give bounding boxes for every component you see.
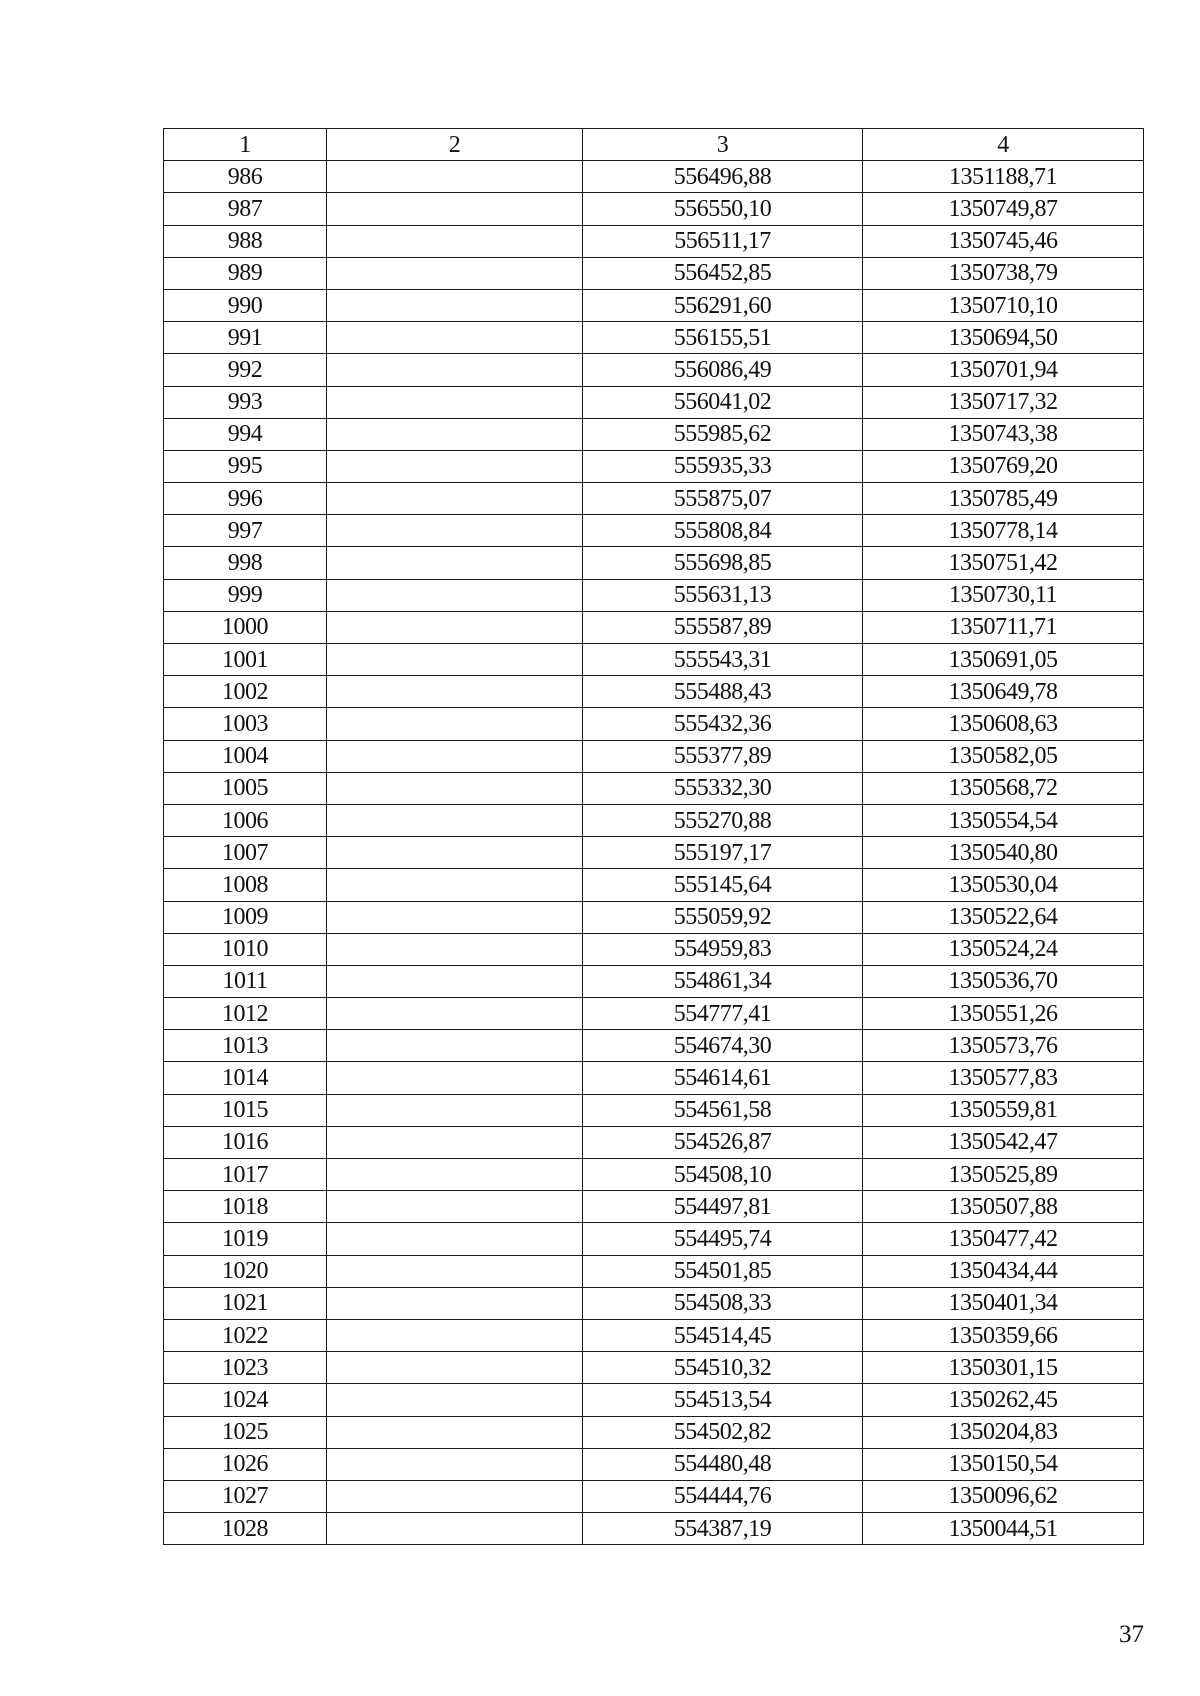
table-cell-col-3: 555332,30 (583, 772, 863, 804)
table-cell-col-2 (327, 1319, 583, 1351)
table-cell-col-2 (327, 998, 583, 1030)
table-cell-col-4: 1350559,81 (863, 1094, 1144, 1126)
table-cell-col-2 (327, 289, 583, 321)
table-cell-col-1: 999 (164, 579, 327, 611)
table-cell-col-4: 1350749,87 (863, 193, 1144, 225)
table-cell-col-3: 554508,33 (583, 1287, 863, 1319)
table-row (164, 1062, 1144, 1094)
table-row (164, 998, 1144, 1030)
table-cell-col-3: 555197,17 (583, 837, 863, 869)
table-cell-col-1: 987 (164, 193, 327, 225)
table-cell-col-2 (327, 515, 583, 547)
table-cell-col-1: 1007 (164, 837, 327, 869)
table-cell-col-1: 1012 (164, 998, 327, 1030)
table-cell-col-3: 554502,82 (583, 1416, 863, 1448)
table-cell-col-3: 555432,36 (583, 708, 863, 740)
table-row (164, 354, 1144, 386)
table-cell-col-3: 554508,10 (583, 1159, 863, 1191)
coordinates-table (163, 128, 1144, 1545)
table-cell-col-3: 555488,43 (583, 676, 863, 708)
table-cell-col-4: 1350769,20 (863, 450, 1144, 482)
table-cell-col-1: 1005 (164, 772, 327, 804)
table-row (164, 257, 1144, 289)
table-cell-col-1: 1014 (164, 1062, 327, 1094)
table-cell-col-2 (327, 869, 583, 901)
table-row (164, 1159, 1144, 1191)
table-row (164, 322, 1144, 354)
table-cell-col-3: 555270,88 (583, 804, 863, 836)
table-cell-col-3: 554510,32 (583, 1352, 863, 1384)
table-row (164, 1126, 1144, 1158)
table-cell-col-2 (327, 1191, 583, 1223)
table-row (164, 1480, 1144, 1512)
table-row (164, 483, 1144, 515)
table-cell-col-3: 554444,76 (583, 1480, 863, 1512)
table-cell-col-1: 1001 (164, 644, 327, 676)
table-cell-col-1: 989 (164, 257, 327, 289)
table-cell-col-4: 1350745,46 (863, 225, 1144, 257)
table-cell-col-1: 1026 (164, 1448, 327, 1480)
column-header-4: 4 (863, 129, 1144, 161)
table-cell-col-2 (327, 257, 583, 289)
table-row (164, 708, 1144, 740)
table-cell-col-2 (327, 1223, 583, 1255)
table-cell-col-2 (327, 161, 583, 193)
table-cell-col-2 (327, 193, 583, 225)
table-cell-col-1: 1025 (164, 1416, 327, 1448)
table-row (164, 1287, 1144, 1319)
table-cell-col-3: 554959,83 (583, 933, 863, 965)
table-cell-col-4: 1350542,47 (863, 1126, 1144, 1158)
table-cell-col-3: 555377,89 (583, 740, 863, 772)
table-cell-col-2 (327, 1255, 583, 1287)
table-cell-col-2 (327, 1513, 583, 1545)
table-cell-col-3: 556496,88 (583, 161, 863, 193)
table-cell-col-2 (327, 1287, 583, 1319)
table-cell-col-1: 1008 (164, 869, 327, 901)
table-cell-col-4: 1350694,50 (863, 322, 1144, 354)
table-row (164, 1416, 1144, 1448)
table-cell-col-2 (327, 1094, 583, 1126)
table-cell-col-3: 556452,85 (583, 257, 863, 289)
table-cell-col-4: 1350540,80 (863, 837, 1144, 869)
table-cell-col-2 (327, 611, 583, 643)
table-cell-col-4: 1350359,66 (863, 1319, 1144, 1351)
table-cell-col-2 (327, 418, 583, 450)
table-cell-col-1: 1018 (164, 1191, 327, 1223)
table-cell-col-3: 554861,34 (583, 965, 863, 997)
table-row (164, 1448, 1144, 1480)
table-cell-col-1: 993 (164, 386, 327, 418)
table-cell-col-2 (327, 450, 583, 482)
table-cell-col-1: 986 (164, 161, 327, 193)
table-cell-col-2 (327, 354, 583, 386)
table-cell-col-4: 1350743,38 (863, 418, 1144, 450)
table-cell-col-1: 1015 (164, 1094, 327, 1126)
table-row (164, 1191, 1144, 1223)
table-cell-col-4: 1350401,34 (863, 1287, 1144, 1319)
table-cell-col-3: 554526,87 (583, 1126, 863, 1158)
table-cell-col-2 (327, 708, 583, 740)
table-cell-col-1: 998 (164, 547, 327, 579)
table-cell-col-3: 555875,07 (583, 483, 863, 515)
table-cell-col-2 (327, 1159, 583, 1191)
table-row (164, 1030, 1144, 1062)
table-cell-col-2 (327, 225, 583, 257)
table-row (164, 772, 1144, 804)
table-cell-col-3: 555587,89 (583, 611, 863, 643)
table-cell-col-1: 1010 (164, 933, 327, 965)
table-cell-col-2 (327, 483, 583, 515)
table-row (164, 965, 1144, 997)
table-header-row (164, 129, 1144, 161)
table-cell-col-2 (327, 804, 583, 836)
table-cell-col-4: 1350204,83 (863, 1416, 1144, 1448)
table-cell-col-4: 1350751,42 (863, 547, 1144, 579)
table-cell-col-3: 554513,54 (583, 1384, 863, 1416)
table-cell-col-1: 1013 (164, 1030, 327, 1062)
table-cell-col-3: 556155,51 (583, 322, 863, 354)
table-cell-col-3: 556086,49 (583, 354, 863, 386)
table-cell-col-4: 1350778,14 (863, 515, 1144, 547)
table-cell-col-4: 1350507,88 (863, 1191, 1144, 1223)
table-cell-col-1: 1021 (164, 1287, 327, 1319)
table-row (164, 1384, 1144, 1416)
table-row (164, 386, 1144, 418)
table-cell-col-1: 1028 (164, 1513, 327, 1545)
table-cell-col-3: 554495,74 (583, 1223, 863, 1255)
table-cell-col-1: 1011 (164, 965, 327, 997)
table-row (164, 1352, 1144, 1384)
table-cell-col-3: 554497,81 (583, 1191, 863, 1223)
table-cell-col-3: 555808,84 (583, 515, 863, 547)
table-cell-col-1: 997 (164, 515, 327, 547)
table-row (164, 804, 1144, 836)
table-cell-col-2 (327, 1126, 583, 1158)
table-row (164, 676, 1144, 708)
table-cell-col-3: 556041,02 (583, 386, 863, 418)
table-row (164, 1513, 1144, 1545)
table-cell-col-4: 1350582,05 (863, 740, 1144, 772)
table-cell-col-3: 555698,85 (583, 547, 863, 579)
table-cell-col-3: 554674,30 (583, 1030, 863, 1062)
table-cell-col-2 (327, 322, 583, 354)
table-cell-col-3: 556511,17 (583, 225, 863, 257)
table-cell-col-1: 1004 (164, 740, 327, 772)
table-cell-col-1: 994 (164, 418, 327, 450)
column-header-2: 2 (327, 129, 583, 161)
table-cell-col-2 (327, 1062, 583, 1094)
table-cell-col-2 (327, 1352, 583, 1384)
table-cell-col-4: 1350150,54 (863, 1448, 1144, 1480)
table-cell-col-1: 1020 (164, 1255, 327, 1287)
table-row (164, 901, 1144, 933)
table-cell-col-1: 1027 (164, 1480, 327, 1512)
table-cell-col-3: 556550,10 (583, 193, 863, 225)
table-row (164, 933, 1144, 965)
table-row (164, 1255, 1144, 1287)
table-row (164, 740, 1144, 772)
table-cell-col-4: 1350536,70 (863, 965, 1144, 997)
table-cell-col-2 (327, 1480, 583, 1512)
table-row (164, 161, 1144, 193)
table-cell-col-1: 1000 (164, 611, 327, 643)
table-cell-col-3: 554514,45 (583, 1319, 863, 1351)
table-cell-col-1: 1019 (164, 1223, 327, 1255)
table-cell-col-1: 992 (164, 354, 327, 386)
table-cell-col-4: 1350711,71 (863, 611, 1144, 643)
table-row (164, 289, 1144, 321)
table-cell-col-1: 996 (164, 483, 327, 515)
table-cell-col-1: 1009 (164, 901, 327, 933)
table-cell-col-2 (327, 740, 583, 772)
table-cell-col-3: 555145,64 (583, 869, 863, 901)
table-cell-col-4: 1350434,44 (863, 1255, 1144, 1287)
table-row (164, 450, 1144, 482)
table-row (164, 418, 1144, 450)
table-cell-col-3: 554387,19 (583, 1513, 863, 1545)
table-cell-col-2 (327, 837, 583, 869)
table-cell-col-1: 1022 (164, 1319, 327, 1351)
table-cell-col-2 (327, 1448, 583, 1480)
table-cell-col-4: 1350522,64 (863, 901, 1144, 933)
table-cell-col-2 (327, 1030, 583, 1062)
table-cell-col-4: 1350477,42 (863, 1223, 1144, 1255)
table-cell-col-2 (327, 1416, 583, 1448)
table-cell-col-3: 554561,58 (583, 1094, 863, 1126)
table-cell-col-4: 1350096,62 (863, 1480, 1144, 1512)
table-cell-col-4: 1350551,26 (863, 998, 1144, 1030)
table-row (164, 1319, 1144, 1351)
table-cell-col-4: 1350568,72 (863, 772, 1144, 804)
table-cell-col-3: 554480,48 (583, 1448, 863, 1480)
table-cell-col-4: 1350262,45 (863, 1384, 1144, 1416)
table-row (164, 547, 1144, 579)
table-cell-col-4: 1350524,24 (863, 933, 1144, 965)
table-cell-col-4: 1350044,51 (863, 1513, 1144, 1545)
page-number: 37 (1119, 1621, 1144, 1648)
table-cell-col-3: 556291,60 (583, 289, 863, 321)
table-cell-col-4: 1350738,79 (863, 257, 1144, 289)
table-cell-col-2 (327, 547, 583, 579)
table-cell-col-4: 1350525,89 (863, 1159, 1144, 1191)
table-cell-col-2 (327, 965, 583, 997)
table-row (164, 515, 1144, 547)
table-cell-col-4: 1350649,78 (863, 676, 1144, 708)
table-cell-col-3: 554777,41 (583, 998, 863, 1030)
table-cell-col-1: 995 (164, 450, 327, 482)
table-cell-col-3: 555631,13 (583, 579, 863, 611)
column-header-3: 3 (583, 129, 863, 161)
table-cell-col-4: 1350608,63 (863, 708, 1144, 740)
column-header-1: 1 (164, 129, 327, 161)
table-cell-col-3: 555935,33 (583, 450, 863, 482)
table-row (164, 1094, 1144, 1126)
table-cell-col-1: 1003 (164, 708, 327, 740)
table-row (164, 869, 1144, 901)
table-cell-col-2 (327, 644, 583, 676)
table-cell-col-4: 1350730,11 (863, 579, 1144, 611)
table-cell-col-4: 1350710,10 (863, 289, 1144, 321)
table-cell-col-2 (327, 386, 583, 418)
table-cell-col-4: 1351188,71 (863, 161, 1144, 193)
table-row (164, 611, 1144, 643)
table-cell-col-4: 1350691,05 (863, 644, 1144, 676)
table-row (164, 1223, 1144, 1255)
table-cell-col-2 (327, 676, 583, 708)
table-cell-col-2 (327, 901, 583, 933)
table-cell-col-1: 988 (164, 225, 327, 257)
table-cell-col-1: 1017 (164, 1159, 327, 1191)
table-cell-col-1: 991 (164, 322, 327, 354)
table-cell-col-3: 555985,62 (583, 418, 863, 450)
table-cell-col-4: 1350301,15 (863, 1352, 1144, 1384)
table-cell-col-2 (327, 1384, 583, 1416)
table-row (164, 579, 1144, 611)
table-cell-col-4: 1350554,54 (863, 804, 1144, 836)
table-cell-col-2 (327, 579, 583, 611)
table-cell-col-2 (327, 933, 583, 965)
table-cell-col-1: 1023 (164, 1352, 327, 1384)
table-row (164, 644, 1144, 676)
table-row (164, 837, 1144, 869)
table-cell-col-2 (327, 772, 583, 804)
table-cell-col-4: 1350573,76 (863, 1030, 1144, 1062)
table-cell-col-1: 1016 (164, 1126, 327, 1158)
table-cell-col-4: 1350701,94 (863, 354, 1144, 386)
table-cell-col-3: 554501,85 (583, 1255, 863, 1287)
table-cell-col-1: 1024 (164, 1384, 327, 1416)
table-body (164, 161, 1144, 1545)
table-row (164, 225, 1144, 257)
table-cell-col-3: 555059,92 (583, 901, 863, 933)
table-cell-col-3: 554614,61 (583, 1062, 863, 1094)
table-row (164, 193, 1144, 225)
table-cell-col-4: 1350717,32 (863, 386, 1144, 418)
table-cell-col-4: 1350577,83 (863, 1062, 1144, 1094)
table-cell-col-4: 1350530,04 (863, 869, 1144, 901)
table-cell-col-1: 990 (164, 289, 327, 321)
table-cell-col-4: 1350785,49 (863, 483, 1144, 515)
table-cell-col-1: 1002 (164, 676, 327, 708)
table-cell-col-3: 555543,31 (583, 644, 863, 676)
table-cell-col-1: 1006 (164, 804, 327, 836)
